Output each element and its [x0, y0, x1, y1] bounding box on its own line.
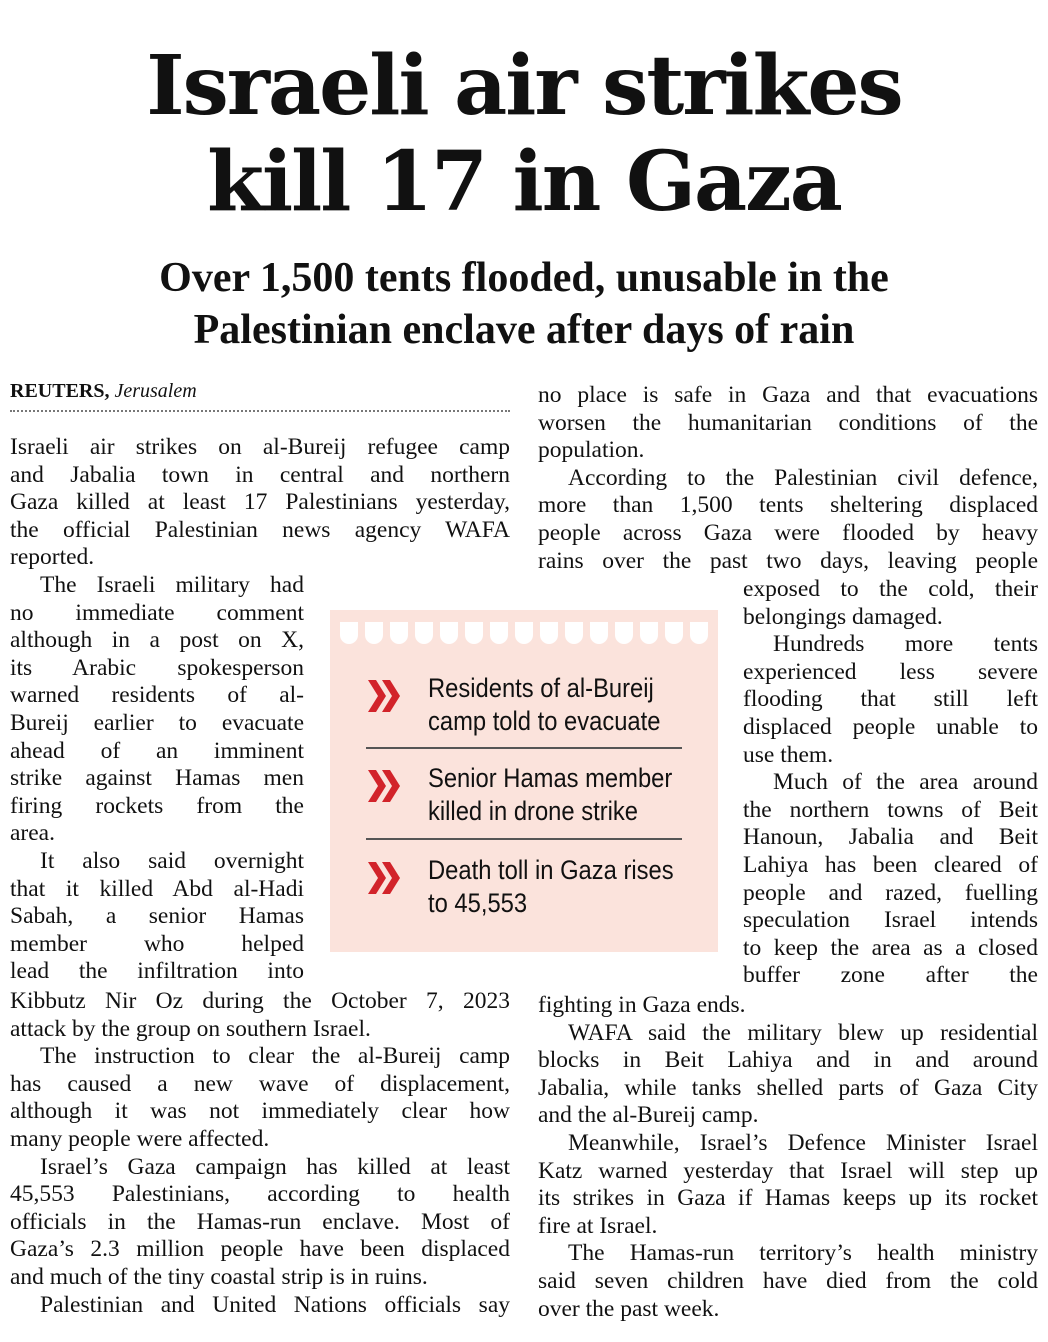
notepad-holes	[340, 622, 708, 650]
text-line: Lahiya has been cleared of	[743, 851, 1038, 878]
text-line: its strikes in Gaza if Hamas keeps up its rocket	[538, 1185, 1038, 1212]
text-line: and much of the tiny coastal strip is in ruins.	[10, 1263, 428, 1290]
text-line: WAFA said the military blew up residential	[568, 1019, 1038, 1046]
text-line: Kibbutz Nir Oz during the October 7, 2023	[10, 988, 510, 1014]
text-line: said seven children have died from the cold	[538, 1267, 1038, 1294]
highlight-3-line-1: Death toll in Gaza rises	[428, 855, 674, 885]
highlights-box	[330, 610, 718, 952]
text-line: According to the Palestinian civil defence,	[568, 464, 1038, 491]
subhead-line-1: Over 1,500 tents flooded, unusable in the	[159, 255, 889, 301]
col1-bottom-text	[10, 988, 510, 1319]
text-line: The Israeli military had	[40, 572, 304, 598]
byline	[10, 380, 197, 403]
text-line: Much of the area around	[773, 769, 1038, 796]
col1-top-text	[10, 434, 510, 572]
headline-line-2: kill 17 in Gaza	[207, 134, 841, 230]
highlight-3-line-2: to 45,553	[428, 888, 528, 918]
text-line: warned residents of al-	[10, 682, 304, 709]
text-line: Meanwhile, Israel’s Defence Minister Israel	[568, 1129, 1038, 1156]
text-line: fighting in Gaza ends.	[538, 992, 746, 1018]
text-line: displaced people unable to	[743, 713, 1038, 740]
text-line: although in a post on X,	[10, 627, 304, 654]
text-line: no place is safe in Gaza and that evacuations	[538, 382, 1038, 408]
text-line: and the al-Bureij camp.	[538, 1102, 759, 1129]
highlight-1-line-2: camp told to evacuate	[428, 706, 661, 736]
text-line: no immediate comment	[10, 599, 304, 626]
subheadline	[0, 252, 1048, 356]
text-line: and Jabalia town in central and northern	[10, 461, 510, 488]
text-line: firing rockets from the	[10, 792, 304, 819]
highlight-1-line-1: Residents of al-Bureij	[428, 673, 654, 703]
highlight-divider	[366, 747, 682, 749]
text-line: The instruction to clear the al-Bureij camp	[40, 1043, 510, 1070]
col1-narrow-text	[10, 572, 304, 986]
text-line: to keep the area as a closed	[743, 934, 1038, 961]
text-line: 45,553 Palestinians, according to health	[10, 1181, 510, 1208]
text-line: Gaza killed at least 17 Palestinians yesterday,	[10, 489, 510, 516]
highlight-2-line-2: killed in drone strike	[428, 796, 638, 826]
text-line: area.	[10, 820, 55, 847]
subhead-line-2: Palestinian enclave after days of rain	[193, 307, 855, 353]
text-line: officials in the Hamas-run enclave. Most of	[10, 1208, 510, 1235]
byline-agency: REUTERS,	[10, 380, 110, 402]
col2-narrow-text	[743, 576, 1038, 990]
text-line: rains over the past two days, leaving people	[538, 547, 1038, 574]
text-line: Katz warned yesterday that Israel will step up	[538, 1157, 1038, 1184]
text-line: strike against Hamas men	[10, 765, 304, 792]
text-line: its Arabic spokesperson	[10, 654, 304, 681]
text-line: member who helped	[10, 930, 304, 957]
text-line: speculation Israel intends	[743, 907, 1038, 934]
text-line: fire at Israel.	[538, 1212, 658, 1239]
text-line: Palestinian and United Nations officials say	[40, 1291, 510, 1318]
headline-line-1: Israeli air strikes	[146, 38, 902, 134]
text-line: It also said overnight	[40, 847, 304, 874]
text-line: although it was not immediately clear how	[10, 1098, 510, 1125]
highlight-divider	[366, 838, 682, 840]
text-line: population.	[538, 437, 645, 464]
text-line: The Hamas-run territory’s health ministry	[568, 1240, 1038, 1267]
col2-top-text	[538, 382, 1038, 575]
text-line: blocks in Beit Lahiya and in and around	[538, 1047, 1038, 1074]
chevron-double-right-icon	[366, 766, 402, 806]
text-line: people across Gaza were flooded by heavy	[538, 519, 1038, 546]
text-line: Hanoun, Jabalia and Beit	[743, 824, 1038, 851]
text-line: that it killed Abd al-Hadi	[10, 875, 304, 902]
text-line: Gaza’s 2.3 million people have been displaced	[10, 1236, 510, 1263]
chevron-double-right-icon	[366, 676, 402, 716]
text-line: Sabah, a senior Hamas	[10, 903, 304, 930]
text-line: ahead of an imminent	[10, 737, 304, 764]
text-line: flooding that still left	[743, 686, 1038, 713]
chevron-double-right-icon	[366, 858, 402, 898]
text-line: Jabalia, while tanks shelled parts of Gaza City	[538, 1074, 1038, 1101]
text-line: attack by the group on southern Israel.	[10, 1015, 371, 1042]
text-line: experienced less severe	[743, 658, 1038, 685]
text-line: over the past week.	[538, 1295, 720, 1322]
text-line: Bureij earlier to evacuate	[10, 709, 304, 736]
text-line: Hundreds more tents	[773, 631, 1038, 658]
text-line: many people were affected.	[10, 1125, 270, 1152]
text-line: has caused a new wave of displacement,	[10, 1070, 510, 1097]
text-line: Israel’s Gaza campaign has killed at least	[40, 1153, 510, 1180]
col2-bottom-text	[538, 992, 1038, 1323]
text-line: more than 1,500 tents sheltering displaced	[538, 492, 1038, 519]
text-line: use them.	[743, 741, 834, 768]
highlight-2-line-1: Senior Hamas member	[428, 763, 673, 793]
byline-place: Jerusalem	[114, 380, 197, 402]
text-line: lead the infiltration into	[10, 958, 304, 985]
text-line: Israeli air strikes on al-Bureij refugee camp	[10, 434, 510, 460]
text-line: worsen the humanitarian conditions of the	[538, 409, 1038, 436]
headline	[0, 38, 1048, 230]
text-line: reported.	[10, 544, 95, 571]
byline-divider	[10, 410, 510, 412]
text-line: buffer zone after the	[743, 962, 1038, 989]
text-line: the northern towns of Beit	[743, 796, 1038, 823]
text-line: exposed to the cold, their	[743, 576, 1038, 602]
text-line: belongings damaged.	[743, 603, 943, 630]
text-line: the official Palestinian news agency WAFA	[10, 516, 510, 543]
text-line: people and razed, fuelling	[743, 879, 1038, 906]
